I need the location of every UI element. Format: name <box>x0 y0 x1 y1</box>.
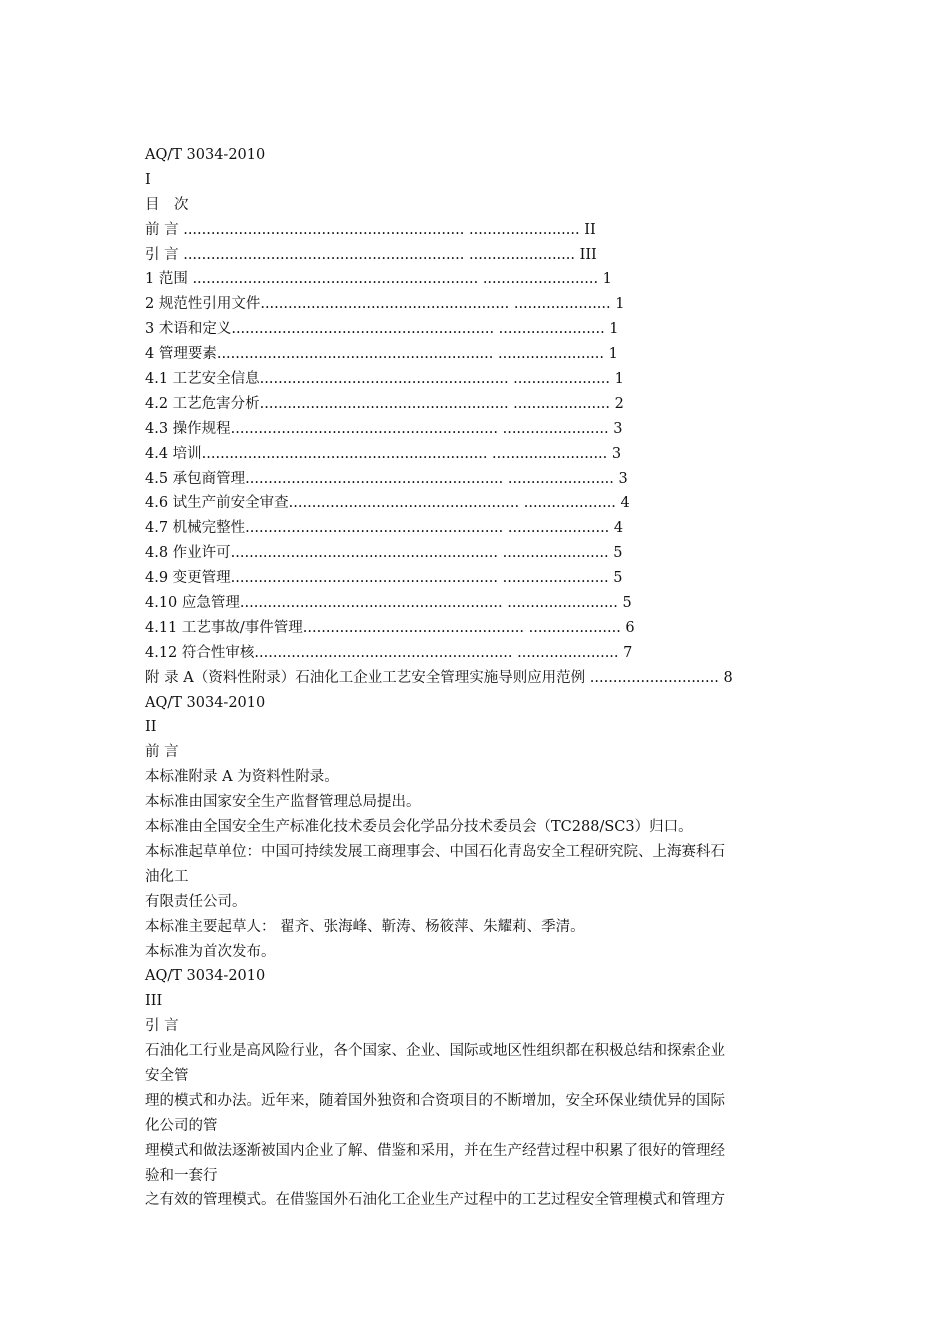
text-line: 前 言 <box>145 744 179 761</box>
text-line: 4.2 工艺危害分析...................................................... ..................... 2 <box>145 395 624 412</box>
text-line: 附 录 A（资料性附录）石油化工企业工艺安全管理实施导则应用范例 ............................ 8 <box>145 669 733 686</box>
text-line: 1 范围 .............................................................. ......................... 1 <box>145 271 612 288</box>
text-line: 4.9 变更管理.......................................................... ....................... 5 <box>145 570 623 587</box>
text-line: 4.5 承包商管理........................................................ ....................... 3 <box>145 470 628 487</box>
text-line: 4.1 工艺安全信息...................................................... ..................... 1 <box>145 371 624 388</box>
text-line: 验和一套行 <box>145 1167 218 1184</box>
text-line: 本标准起草单位：中国可持续发展工商理事会、中国石化青岛安全工程研究院、上海赛科石 <box>145 843 725 860</box>
text-line: 4.7 机械完整性........................................................ ...................... 4 <box>145 520 624 537</box>
text-line: I <box>145 171 151 188</box>
text-line: 3 术语和定义......................................................... ....................... 1 <box>145 321 619 338</box>
text-line: 油化工 <box>145 868 189 885</box>
text-line: 4.8 作业许可.......................................................... ....................... 5 <box>145 545 623 562</box>
text-line: 之有效的管理模式。在借鉴国外石油化工企业生产过程中的工艺过程安全管理模式和管理方 <box>145 1192 725 1209</box>
text-line: AQ/T 3034-2010 <box>145 694 266 711</box>
text-line: III <box>145 993 163 1010</box>
text-line: 目 次 <box>145 196 189 213</box>
text-line: 4.3 操作规程.......................................................... ....................... 3 <box>145 420 623 437</box>
text-line: 4 管理要素............................................................ ....................... 1 <box>145 346 618 363</box>
text-line: 本标准附录 A 为资料性附录。 <box>145 769 339 786</box>
text-line: 理的模式和办法。近年来，随着国外独资和合资项目的不断增加，安全环保业绩优异的国际 <box>145 1092 725 1109</box>
text-line: 石油化工行业是高风险行业，各个国家、企业、国际或地区性组织都在积极总结和探索企业 <box>145 1043 725 1060</box>
text-line: 4.11 工艺事故/事件管理................................................ .................... 6 <box>145 619 635 636</box>
text-line: 4.12 符合性审核........................................................ ...................... 7 <box>145 644 633 661</box>
text-line: 安全管 <box>145 1067 189 1084</box>
text-line: 4.4 培训.............................................................. ......................... 3 <box>145 445 622 462</box>
text-line: 引 言 ............................................................. ....................... III <box>145 246 597 263</box>
text-line: 本标准由国家安全生产监督管理总局提出。 <box>145 794 421 811</box>
text-line: 4.10 应急管理......................................................... ........................ 5 <box>145 595 632 612</box>
text-line: 引 言 <box>145 1018 179 1035</box>
text-line: 4.6 试生产前安全审查.................................................. .................... 4 <box>145 495 630 512</box>
text-line: II <box>145 719 157 736</box>
text-line: 前 言 ............................................................. ........................ II <box>145 221 596 238</box>
document-page <box>145 143 825 1213</box>
text-line: 本标准由全国安全生产标准化技术委员会化学品分技术委员会（TC288/SC3）归口。 <box>145 819 693 836</box>
text-line: 理模式和做法逐渐被国内企业了解、借鉴和采用，并在生产经营过程中积累了很好的管理经 <box>145 1142 725 1159</box>
text-line: 有限责任公司。 <box>145 893 247 910</box>
text-line: 本标准主要起草人： 翟齐、张海峰、靳涛、杨筱萍、朱耀莉、季清。 <box>145 918 585 935</box>
text-line: AQ/T 3034-2010 <box>145 147 266 163</box>
text-line: 化公司的管 <box>145 1117 218 1134</box>
text-line: AQ/T 3034-2010 <box>145 968 266 985</box>
text-line: 本标准为首次发布。 <box>145 943 276 960</box>
text-line: 2 规范性引用文件...................................................... ..................... 1 <box>145 296 625 313</box>
